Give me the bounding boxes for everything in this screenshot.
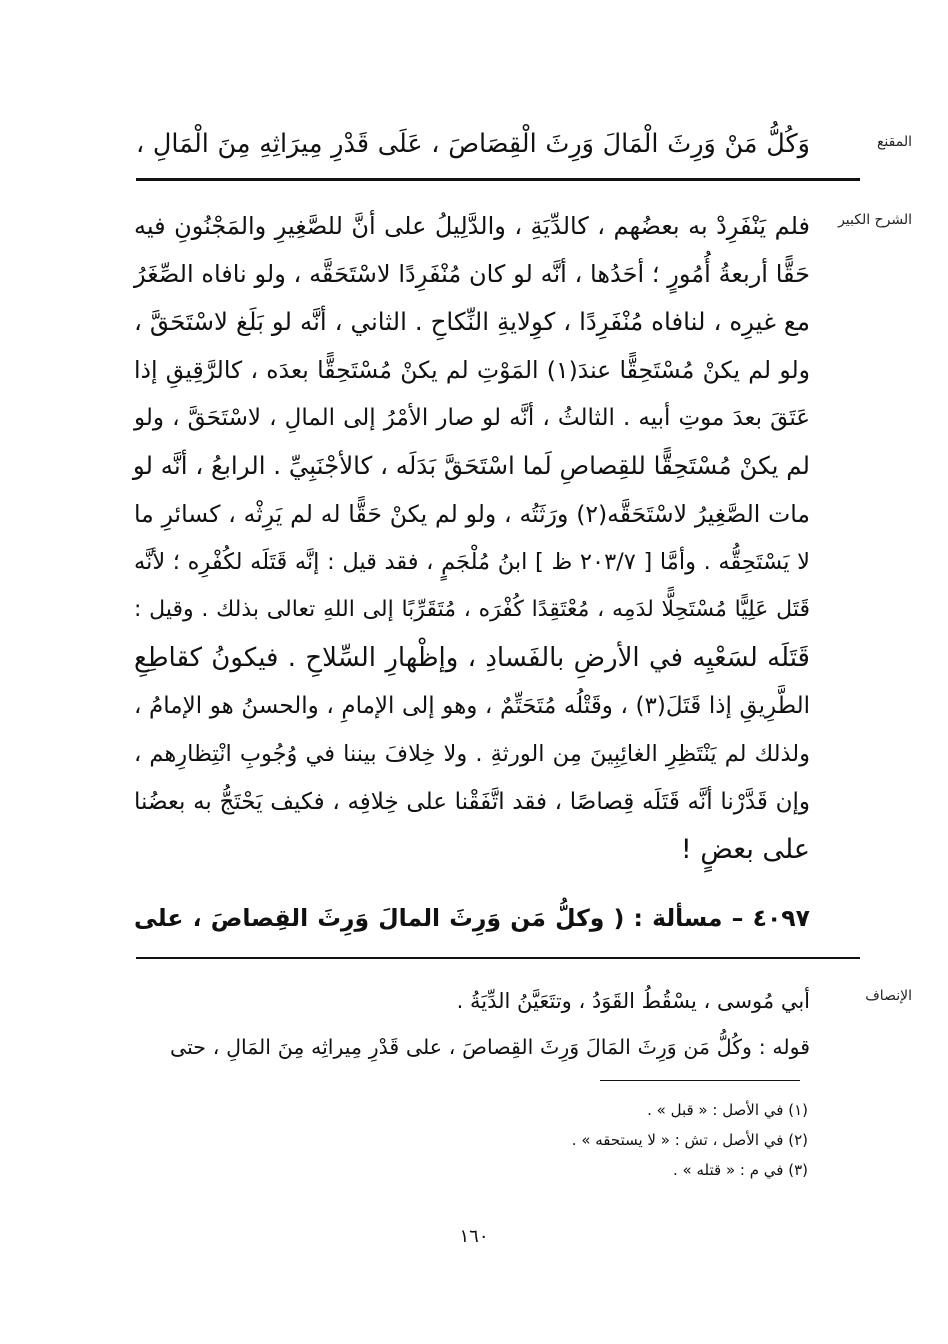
sharh-line: قَتَلَه لسَعْيِه في الأرضِ بالفَسادِ ، وإظْهارِ السِّلاحِ . فيكونُ كقاطِعِ: [134, 643, 810, 673]
insaf-divider: [136, 957, 860, 959]
masala-text: – مسألة : ( وكلُّ مَن وَرِثَ المالَ وَرِثَ القِصاصَ ، على: [134, 904, 744, 932]
page-number: ١٦٠: [459, 1226, 489, 1247]
insaf-line: أبي مُوسى ، يسْقُطُ القَوَدُ ، وتتَعَيَّنُ الدِّيَةُ .: [456, 989, 810, 1013]
sharh-line: ولو لم يكنْ مُسْتَحِقًّا عندَ(١) المَوْتِ لم يكنْ مُسْتَحِقًّا بعدَه ، كالرَّقِيقِ إذا: [134, 356, 810, 384]
muqni-text: وَكُلُّ مَنْ وَرِثَ الْمَالَ وَرِثَ الْقِصَاصَ ، عَلَى قَدْرِ مِيرَاثِهِ مِنَ الْمَالِ ،: [136, 129, 810, 159]
muqni-divider: [136, 178, 860, 181]
insaf-line: قوله : وكُلُّ مَن وَرِثَ المَالَ وَرِثَ القِصاصَ ، على قَدْرِ مِيراثِه مِنَ المَالِ ، حتى: [170, 1035, 810, 1059]
sharh-line: حَقًّا أربعةُ أُمُورٍ ؛ أحَدُها ، أنَّه لو كان مُنْفَرِدًا لاسْتَحَقَّه ، ولو نافاه الصِّغَرُ: [134, 260, 810, 288]
sharh-label: الشرح الكبير: [838, 212, 912, 228]
muqni-label: المقنع: [876, 134, 912, 150]
footnote-divider: [600, 1080, 800, 1081]
footnote: (٣) في م : « قتله » .: [673, 1161, 808, 1179]
sharh-line: وإن قَدَّرْنا أنَّه قَتَلَه قِصاصًا ، فقد اتَّفَقْنا على خِلافِه ، فكيف يَحْتَجُّ به بعضُنا: [134, 789, 810, 815]
sharh-line: عَتَقَ بعدَ موتِ أبيه . الثالثُ ، أنَّه لو صار الأمْرُ إلى المالِ ، لاسْتَحَقَّ ، ولو: [134, 405, 810, 431]
sharh-line: ولذلك لم يَنْتَظِرِ الغائِبِينَ مِن الورثةِ . ولا خِلافَ بيننا في وُجُوبِ انْتِظارِهم ،: [134, 741, 810, 767]
sharh-line: على بعضٍ !: [680, 834, 810, 865]
sharh-line: لم يكنْ مُسْتَحِقًّا للقِصاصِ لَما اسْتَحَقَّ بَدَلَه ، كالأجْنَبِيِّ . الرابعُ ، أنَّه لو: [132, 451, 810, 480]
sharh-line: الطَّرِيقِ إذا قَتَلَ(٣) ، وقَتْلُه مُتَحَتِّمٌ ، وهو إلى الإمامِ ، والحسنُ هو الإمامُ ،: [134, 693, 810, 719]
sharh-line: مع غيرِه ، لنافاه مُنْفَرِدًا ، كوِلايةِ النِّكاحِ . الثاني ، أنَّه لو بَلَغ لاسْتَحَقَّ ،: [134, 307, 810, 336]
footnote: (١) في الأصل : « قبل » .: [647, 1101, 808, 1119]
masala-number: ٤٠٩٧: [752, 904, 810, 932]
sharh-line: فلم يَنْفَرِدْ به بعضُهم ، كالدِّيَةِ ، والدَّلِيلُ على أنَّ للصَّغِيرِ والمَجْنُونِ فيه: [134, 212, 810, 240]
masala-line: [134, 898, 810, 938]
footnote: (٢) في الأصل ، تش : « لا يستحقه » .: [571, 1131, 808, 1149]
insaf-label: الإنصاف: [865, 988, 912, 1004]
sharh-line: قَتَل عَلِيًّا مُسْتَحِلًّا لدَمِه ، مُعْتَقِدًا كُفْرَه ، مُتَقَرِّبًا إلى اللهِ تعالى بذلك . وقيل :: [134, 597, 810, 622]
sharh-line: مات الصَّغِيرُ لاسْتَحَقَّه(٢) ورَثَتُه ، ولو لم يكنْ حَقًّا له لم يَرِثْه ، كسائرِ ما: [134, 500, 810, 528]
sharh-line: لا يَسْتَحِقُّه . وأمَّا [ ٢٠٣/٧ ظ ] ابنُ مُلْجَمٍ ، فقد قيل : إنَّه قَتَلَه لكُفْرِه ؛ لأنَّه: [134, 549, 810, 575]
masala-heading: [134, 898, 810, 940]
sharh-body: [134, 206, 810, 896]
